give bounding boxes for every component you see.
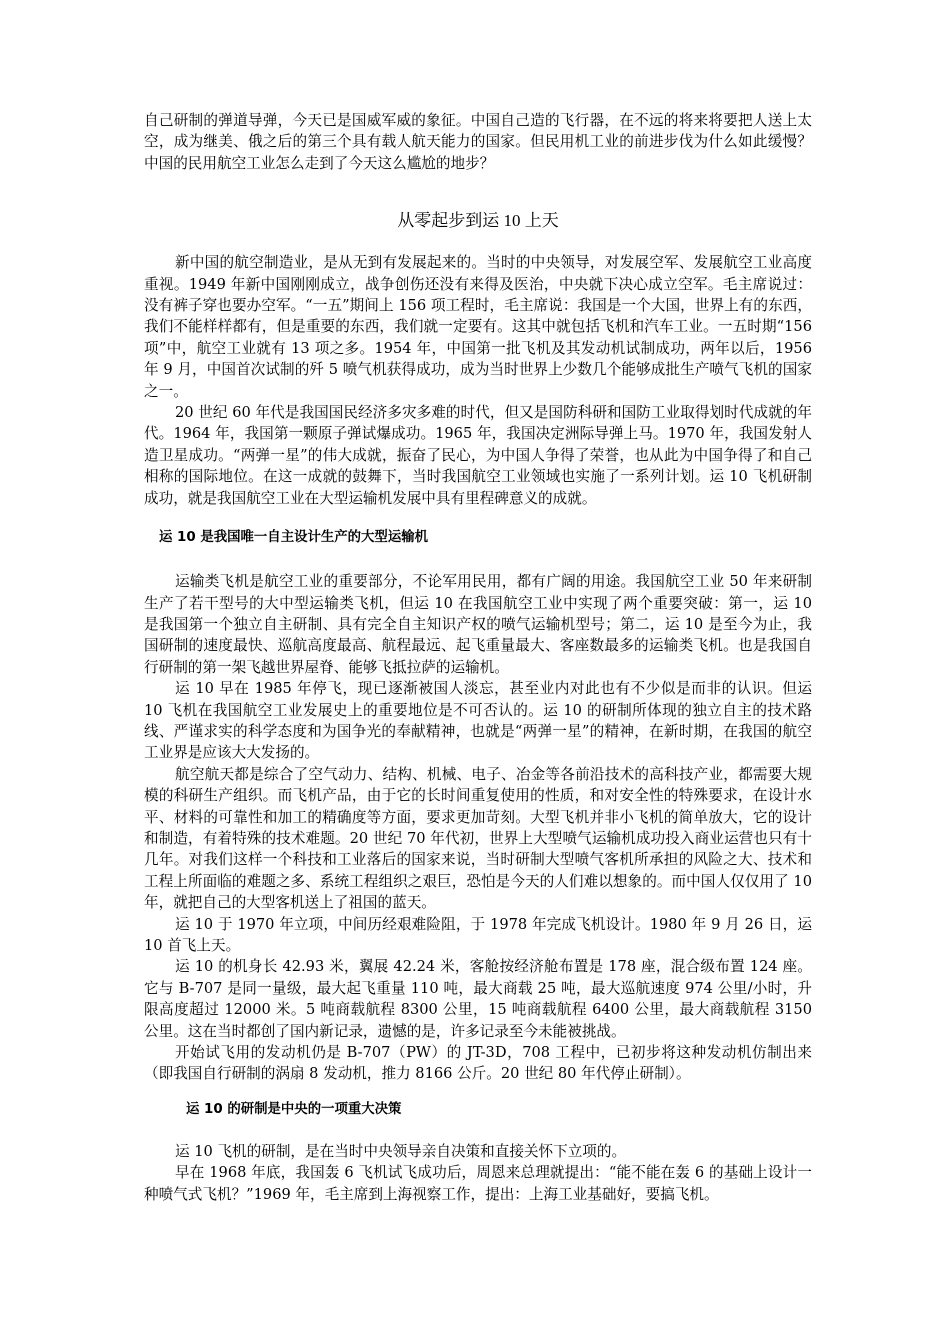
body-paragraph: 航空航天都是综合了空气动力、结构、机械、电子、冶金等各前沿技术的高科技产业，都需要大规模的科研生产组织。而飞机产品，由于它的长时间重复使用的性质，和对安全性的特殊要求，在设计水平、材料的可靠性和加工的精确度等方面，要求更加苛刻。大型飞机并非小飞机的简单放大，它的设计和制造，有着特殊的技术难题。20 世纪 70 年代初，世界上大型喷气运输机成功投入商业运营也只有十几年。对我们这样一个科技和工业落后的国家来说，当时研制大型喷气客机所承担的风险之大、技术和工程上所面临的难题之多、系统工程组织之艰巨，恐怕是今天的人们难以想象的。而中国人仅仅用了 10 年，就把自己的大型客机送上了祖国的蓝天。: [144, 765, 812, 912]
body-paragraph: 20 世纪 60 年代是我国国民经济多灾多难的时代，但又是国防科研和国防工业取得划时代成就的年代。1964 年，我国第一颗原子弹试爆成功。1965 年，我国决定洲际导弹上马。1970 年，我国发射人造卫星成功。“两弹一星”的伟大成就，振奋了民心，为中国人争得了荣誉，也从此为中国争得了和自己相称的国际地位。在这一成就的鼓舞下，当时我国航空工业领域也实施了一系列计划。运 10 飞机研制成功，就是我国航空工业在大型运输机发展中具有里程碑意义的成就。: [144, 404, 812, 507]
body-paragraph: 早在 1968 年底，我国轰 6 飞机试飞成功后，周恩来总理就提出：“能不能在轰 6 的基础上设计一种喷气式飞机？”1969 年，毛主席到上海视察工作，提出：上海工业基础好，要搞飞机。: [144, 1164, 812, 1203]
body-paragraph: 运 10 于 1970 年立项，中间历经艰难险阻，于 1978 年完成飞机设计。1980 年 9 月 26 日，运 10 首飞上天。: [144, 915, 812, 954]
subsection-heading: 运 10 是我国唯一自主设计生产的大型运输机: [159, 530, 428, 546]
body-paragraph: 开始试飞用的发动机仍是 B-707（PW）的 JT-3D，708 工程中，已初步将这种发动机仿制出来（即我国自行研制的涡扇 8 发动机，推力 8166 公斤。20 世纪 80 年代停止研制）。: [144, 1044, 812, 1083]
body-paragraph: 运 10 飞机的研制，是在当时中央领导亲自决策和直接关怀下立项的。: [175, 1142, 627, 1160]
intro-paragraph: 自己研制的弹道导弹，今天已是国威军威的象征。中国自己造的飞行器，在不远的将来将要把人送上太空，成为继美、俄之后的第三个具有载人航天能力的国家。但民用机工业的前进步伐为什么如此缓慢？中国的民用航空工业怎么走到了今天这么尴尬的地步？: [144, 112, 812, 172]
subsection-heading: 运 10 的研制是中央的一项重大决策: [186, 1101, 402, 1117]
body-paragraph: 运 10 早在 1985 年停飞，现已逐渐被国人淡忘，甚至业内对此也有不少似是而非的认识。但运 10 飞机在我国航空工业发展史上的重要地位是不可否认的。运 10 的研制所体现的独立自主的技术路线、严谨求实的科学态度和为国争光的奉献精神，也就是“两弹一星”的精神，在新时期，在我国的航空工业界是应该大大发扬的。: [144, 680, 812, 762]
body-paragraph: 运 10 的机身长 42.93 米，翼展 42.24 米，客舱按经济舱布置是 178 座，混合级布置 124 座。它与 B-707 是同一量级，最大起飞重量 110 吨，最大商载 25 吨，最大巡航速度 974 公里/小时，升限高度超过 12000 米。5 吨商载航程 8300 公里，15 吨商载航程 6400 公里，最大商载航程 3150 公里。这在当时都创了国内新记录，遗憾的是，许多记录至今未能被挑战。: [144, 958, 812, 1040]
body-paragraph: 运输类飞机是航空工业的重要部分，不论军用民用，都有广阔的用途。我国航空工业 50 年来研制生产了若干型号的大中型运输类飞机，但运 10 在我国航空工业中实现了两个重要突破：第一，运 10 是我国第一个独立自主研制、具有完全自主知识产权的喷气运输机型号；第二，运 10 是至今为止，我国研制的速度最快、巡航高度最高、航程最远、起飞重量最大、客座数最多的运输类飞机。也是我国自行研制的第一架飞越世界屋脊、能够飞抵拉萨的运输机。: [144, 573, 812, 676]
document-page: [144, 110, 812, 1205]
section-title: 从零起步到运 10 上天: [397, 211, 559, 231]
body-paragraph: 新中国的航空制造业，是从无到有发展起来的。当时的中央领导，对发展空军、发展航空工业高度重视。1949 年新中国刚刚成立，战争创伤还没有来得及医治，中央就下决心成立空军。毛主席说过：没有裤子穿也要办空军。“一五”期间上 156 项工程时，毛主席说：我国是一个大国，世界上有的东西，我们不能样样都有，但是重要的东西，我们就一定要有。这其中就包括飞机和汽车工业。一五时期“156 项”中，航空工业就有 13 项之多。1954 年，中国第一批飞机及其发动机试制成功，两年以后，1956 年 9 月，中国首次试制的歼 5 喷气机获得成功，成为当时世界上少数几个能够成批生产喷气飞机的国家之一。: [144, 254, 812, 400]
